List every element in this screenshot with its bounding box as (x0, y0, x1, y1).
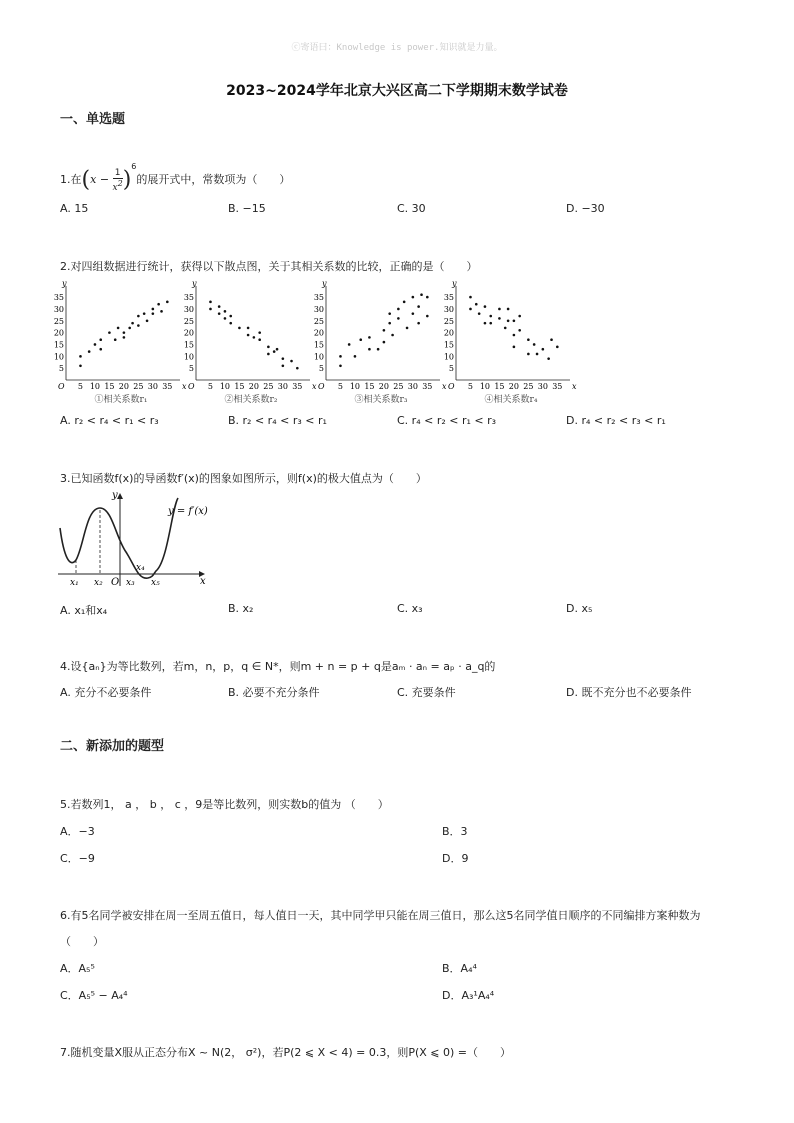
plot-2-ytick: 25 (183, 316, 194, 326)
q3-label-y: y (112, 490, 118, 501)
plot-4-xtick: 20 (508, 382, 519, 391)
plot-2-point (290, 360, 293, 363)
q6-option-b[interactable]: B．A₄⁴ (442, 962, 477, 975)
plot-3-ytick: 30 (313, 304, 324, 314)
plot-3-point (348, 343, 351, 346)
plot-4-point (536, 353, 539, 356)
plot-1-point (152, 308, 155, 311)
plot-2-point (209, 308, 212, 311)
plot-3-point (426, 315, 429, 318)
q2-option-d[interactable]: D. r₄ < r₂ < r₃ < r₁ (566, 414, 666, 427)
q4-option-a[interactable]: A. 充分不必要条件 (60, 686, 152, 699)
plot-3-point (403, 301, 406, 304)
plot-2-ytick: 30 (183, 304, 194, 314)
plot-3-ytick: 10 (313, 352, 324, 362)
plot-1-point (123, 336, 126, 339)
plot-3-point (368, 348, 371, 351)
plot-2-xtick: 25 (263, 382, 274, 391)
plot-1-point (146, 319, 149, 322)
q2-scatter-plots (53, 279, 577, 408)
plot-1-point (99, 348, 102, 351)
plot-1-xtick: 25 (133, 382, 144, 391)
question-5-stem: 5.若数列1， a ， b ， c ，9是等比数列，则实数b的值为 （ ） (60, 798, 389, 811)
plot-4-point (489, 315, 492, 318)
plot-4-point (542, 348, 545, 351)
plot-4-point (518, 315, 521, 318)
plot-1-point (114, 338, 117, 341)
header-note: ⓒ寄语曰：Knowledge is power.知识就是力量。 (291, 43, 503, 53)
plot-2-point (238, 327, 241, 330)
plot-4-point (507, 308, 510, 311)
plot-3-origin: O (318, 382, 325, 391)
q2-option-c[interactable]: C. r₄ < r₂ < r₁ < r₃ (397, 414, 497, 427)
q5-option-a[interactable]: A．−3 (60, 825, 95, 838)
plot-2-ytick: 35 (183, 293, 194, 303)
q4-option-d[interactable]: D. 既不充分也不必要条件 (566, 686, 692, 699)
q3-option-d[interactable]: D. x₅ (566, 602, 593, 615)
plot-2-point (229, 315, 232, 318)
plot-3-xtick: 10 (349, 382, 361, 391)
plot-1-point (117, 327, 120, 330)
plot-4-ytick: 20 (443, 328, 454, 338)
q3-graph-svg (56, 488, 216, 588)
plot-3-point (388, 312, 391, 315)
page-title: 2023~2024学年北京大兴区高二下学期期末数学试卷 (226, 83, 568, 99)
plot-3-xtick: 20 (378, 382, 389, 391)
plot-4-point (513, 334, 516, 337)
plot-2-xlabel: x (312, 382, 317, 391)
question-6-stem: 6.有5名同学被安排在周一至周五值日，每人值日一天，其中同学甲只能在周三值日，那么这5名同学值日顺序的不同编排方案种数为 (60, 909, 701, 922)
plot-1-point (88, 350, 91, 353)
plot-4-point (469, 296, 472, 299)
plot-4-point (475, 303, 478, 306)
plot-2-xtick: 35 (292, 382, 303, 391)
plot-4-xtick: 35 (552, 382, 563, 391)
plot-4-point (527, 353, 530, 356)
plot-4-point (484, 305, 487, 308)
plot-4-ytick: 15 (443, 340, 454, 350)
q6-option-c[interactable]: C．A₅⁵ − A₄⁴ (60, 989, 128, 1002)
plot-2-xtick: 10 (219, 382, 231, 391)
plot-2-point (282, 357, 285, 360)
plot-4-xtick: 25 (523, 382, 534, 391)
plot-2-origin: O (188, 382, 195, 391)
plot-2-point (296, 367, 299, 370)
plot-3-point (397, 308, 400, 311)
plot-1-ytick: 35 (53, 293, 64, 303)
plot-3-point (417, 305, 420, 308)
plot-1-ytick: 5 (58, 364, 64, 374)
plot-3-xtick: 25 (393, 382, 404, 391)
question-1 (60, 162, 290, 193)
plot-1-point (152, 312, 155, 315)
plot-1-origin: O (58, 382, 65, 391)
plot-1-xtick: 5 (77, 382, 84, 391)
plot-2-point (253, 336, 256, 339)
plot-3-ytick: 35 (313, 293, 324, 303)
plot-2-ylabel: y (192, 279, 197, 288)
q1-frac-den-exp: 2 (117, 178, 123, 188)
plot-4-ytick: 5 (448, 364, 454, 374)
question-7-stem: 7.随机变量X服从正态分布X ~ N(2， σ²)，若P(2 ⩽ X < 4) = 0.3，则P(X ⩽ 0) =（ ） (60, 1046, 512, 1059)
plot-3-point (377, 348, 380, 351)
plot-4-ytick: 30 (443, 304, 454, 314)
plot-3-point (417, 322, 420, 325)
plot-4-xtick: 15 (494, 382, 505, 391)
plot-4-point (489, 322, 492, 325)
plot-3-xtick: 15 (364, 382, 375, 391)
q3-label-x1: x₁ (70, 578, 79, 588)
question-4-stem: 4.设{aₙ}为等比数列，若m，n，p，q ∈ N*，则m + n = p + q是aₘ · aₙ = aₚ · a_q的 (60, 660, 496, 673)
plot-3-ytick: 5 (318, 364, 324, 374)
plot-2-xtick: 30 (277, 382, 288, 391)
plot-3-point (391, 334, 394, 337)
q3-label-x2: x₂ (94, 578, 103, 588)
plot-3-point (426, 296, 429, 299)
plot-1-point (108, 331, 111, 334)
plot-4-origin: O (448, 382, 455, 391)
plot-4-ytick: 25 (443, 316, 454, 326)
plot-4-xtick: 10 (479, 382, 491, 391)
plot-4-point (513, 346, 516, 349)
plot-2-xtick: 5 (207, 382, 214, 391)
plot-1-point (137, 324, 140, 327)
q1-minus: − (99, 173, 110, 186)
plot-2-point (218, 305, 221, 308)
plot-3-point (383, 329, 386, 332)
plot-1-point (99, 338, 102, 341)
q1-fraction (113, 168, 123, 193)
plot-4-point (533, 343, 536, 346)
plot-3-ylabel: y (322, 279, 327, 288)
plot-4-xlabel: x (572, 382, 577, 391)
plot-3-point (339, 364, 342, 367)
plot-3-point (388, 322, 391, 325)
q1-var: x (90, 173, 97, 186)
plot-3-ytick: 15 (313, 340, 324, 350)
plot-4-point (547, 357, 550, 360)
q3-curve (60, 498, 178, 578)
q3-option-c[interactable]: C. x₃ (397, 602, 423, 615)
plot-2-point (282, 364, 285, 367)
plot-3-point (397, 317, 400, 320)
plot-4-point (478, 312, 481, 315)
plot-3-xtick: 35 (422, 382, 433, 391)
plot-3-point (383, 341, 386, 344)
plot-1-caption: ①相关系数r₁ (94, 395, 148, 405)
q1-option-a[interactable]: A. 15 (60, 202, 89, 215)
plot-4-point (484, 322, 487, 325)
plot-1-point (157, 303, 160, 306)
plot-3-ytick: 20 (313, 328, 324, 338)
plot-4-point (556, 346, 559, 349)
plot-3-xtick: 5 (337, 382, 344, 391)
plot-4-point (513, 319, 516, 322)
plot-1-ytick: 20 (53, 328, 64, 338)
q2-option-b[interactable]: B. r₂ < r₄ < r₃ < r₁ (228, 414, 327, 427)
q3-label-x5: x₅ (151, 578, 160, 588)
plot-1-ytick: 25 (53, 316, 64, 326)
plot-1-point (79, 355, 82, 358)
plot-1-point (94, 343, 97, 346)
plot-1-point (143, 312, 146, 315)
plot-2-caption: ②相关系数r₂ (224, 395, 278, 405)
plot-2-xtick: 20 (248, 382, 259, 391)
plot-4-point (507, 319, 510, 322)
plot-2-point (267, 346, 270, 349)
plot-2-point (276, 348, 279, 351)
plot-3-point (412, 312, 415, 315)
plot-3-caption: ③相关系数r₃ (354, 395, 408, 405)
q3-label-x4: x₄ (136, 563, 145, 573)
question-6-stem-paren: （ ） (60, 935, 104, 948)
plot-2-ytick: 20 (183, 328, 194, 338)
plot-2-point (247, 327, 250, 330)
q3-curve-label: y = f′(x) (168, 506, 208, 517)
plot-4-ytick: 10 (443, 352, 454, 362)
plot-1-point (128, 327, 131, 330)
plot-2-point (224, 317, 227, 320)
plot-1-point (123, 331, 126, 334)
plot-1-xtick: 15 (104, 382, 115, 391)
question-2-stem: 2.对四组数据进行统计，获得以下散点图，关于其相关系数的比较，正确的是（ ） (60, 260, 478, 273)
q1-open-paren: ( (81, 167, 91, 193)
plot-2-point (218, 312, 221, 315)
q3-option-b[interactable]: B. x₂ (228, 602, 254, 615)
section-heading-new-types: 二、新添加的题型 (60, 739, 165, 754)
q3-label-o: O (111, 577, 120, 588)
plot-1-ylabel: y (62, 279, 67, 288)
plot-1-ytick: 10 (53, 352, 64, 362)
plot-1-ytick: 15 (53, 340, 64, 350)
q3-label-x3: x₃ (126, 578, 135, 588)
q1-power: 6 (131, 162, 137, 171)
q2-option-a[interactable]: A. r₂ < r₄ < r₁ < r₃ (60, 414, 159, 427)
plot-1-point (160, 310, 163, 313)
q1-frac-den: x (112, 182, 118, 193)
plot-2-point (258, 331, 261, 334)
q1-option-b[interactable]: B. −15 (228, 202, 266, 215)
plot-3-point (368, 336, 371, 339)
q1-frac-num: 1 (113, 168, 123, 179)
plot-2-point (267, 353, 270, 356)
plot-2-point (224, 310, 227, 313)
q3-option-a[interactable]: A. x₁和x₄ (60, 604, 108, 617)
plot-4-point (498, 317, 501, 320)
plot-2-xtick: 15 (234, 382, 245, 391)
plot-1-xtick: 10 (89, 382, 101, 391)
plot-2-point (229, 322, 232, 325)
plot-4-point (469, 308, 472, 311)
q1-option-c[interactable]: C. 30 (397, 202, 426, 215)
plot-3-point (412, 296, 415, 299)
plot-3-point (339, 355, 342, 358)
plot-4-xtick: 30 (537, 382, 548, 391)
plot-2-point (247, 334, 250, 337)
plot-2-point (258, 338, 261, 341)
plot-3-xtick: 30 (407, 382, 418, 391)
q3-label-x: x (200, 576, 206, 587)
q6-option-a[interactable]: A．A₅⁵ (60, 962, 95, 975)
plot-1-point (131, 322, 134, 325)
q1-close-paren: ) (122, 167, 132, 193)
q5-option-c[interactable]: C．−9 (60, 852, 95, 865)
q1-prefix: 1.在 (60, 173, 82, 186)
plot-4-point (498, 308, 501, 311)
plot-4-xtick: 5 (467, 382, 474, 391)
q4-option-b[interactable]: B. 必要不充分条件 (228, 686, 320, 699)
q5-option-d[interactable]: D．9 (442, 852, 469, 865)
question-3-stem: 3.已知函数f(x)的导函数f′(x)的图象如图所示，则f(x)的极大值点为（ ） (60, 472, 427, 485)
plot-4-point (504, 327, 507, 330)
plot-2-ytick: 15 (183, 340, 194, 350)
plot-2-ytick: 5 (188, 364, 194, 374)
plot-1-point (166, 301, 169, 304)
plot-3-point (420, 293, 423, 296)
plot-1-xtick: 20 (118, 382, 129, 391)
plot-1-xlabel: x (182, 382, 187, 391)
q4-option-c[interactable]: C. 充要条件 (397, 686, 456, 699)
plot-2-point (209, 301, 212, 304)
q3-derivative-graph (56, 488, 216, 588)
plot-1-xtick: 35 (162, 382, 173, 391)
plot-3-xlabel: x (442, 382, 447, 391)
plot-4-caption: ④相关系数r₄ (484, 395, 538, 405)
section-heading-single-choice: 一、单选题 (60, 112, 126, 127)
plot-1-point (79, 364, 82, 367)
plot-2-point (273, 350, 276, 353)
plot-3-point (354, 355, 357, 358)
plot-3-point (406, 327, 409, 330)
q1-suffix: 的展开式中，常数项为（ ） (136, 173, 291, 186)
q2-scatter-svg (53, 279, 577, 408)
q5-option-b[interactable]: B．3 (442, 825, 468, 838)
plot-3-point (359, 338, 362, 341)
plot-4-point (527, 338, 530, 341)
plot-1-ytick: 30 (53, 304, 64, 314)
plot-4-ylabel: y (452, 279, 457, 288)
q1-option-d[interactable]: D. −30 (566, 202, 605, 215)
plot-3-ytick: 25 (313, 316, 324, 326)
q6-option-d[interactable]: D．A₃¹A₄⁴ (442, 989, 495, 1002)
plot-4-point (518, 329, 521, 332)
plot-4-point (550, 338, 553, 341)
plot-2-ytick: 10 (183, 352, 194, 362)
plot-4-ytick: 35 (443, 293, 454, 303)
plot-1-xtick: 30 (147, 382, 158, 391)
plot-1-point (137, 315, 140, 318)
